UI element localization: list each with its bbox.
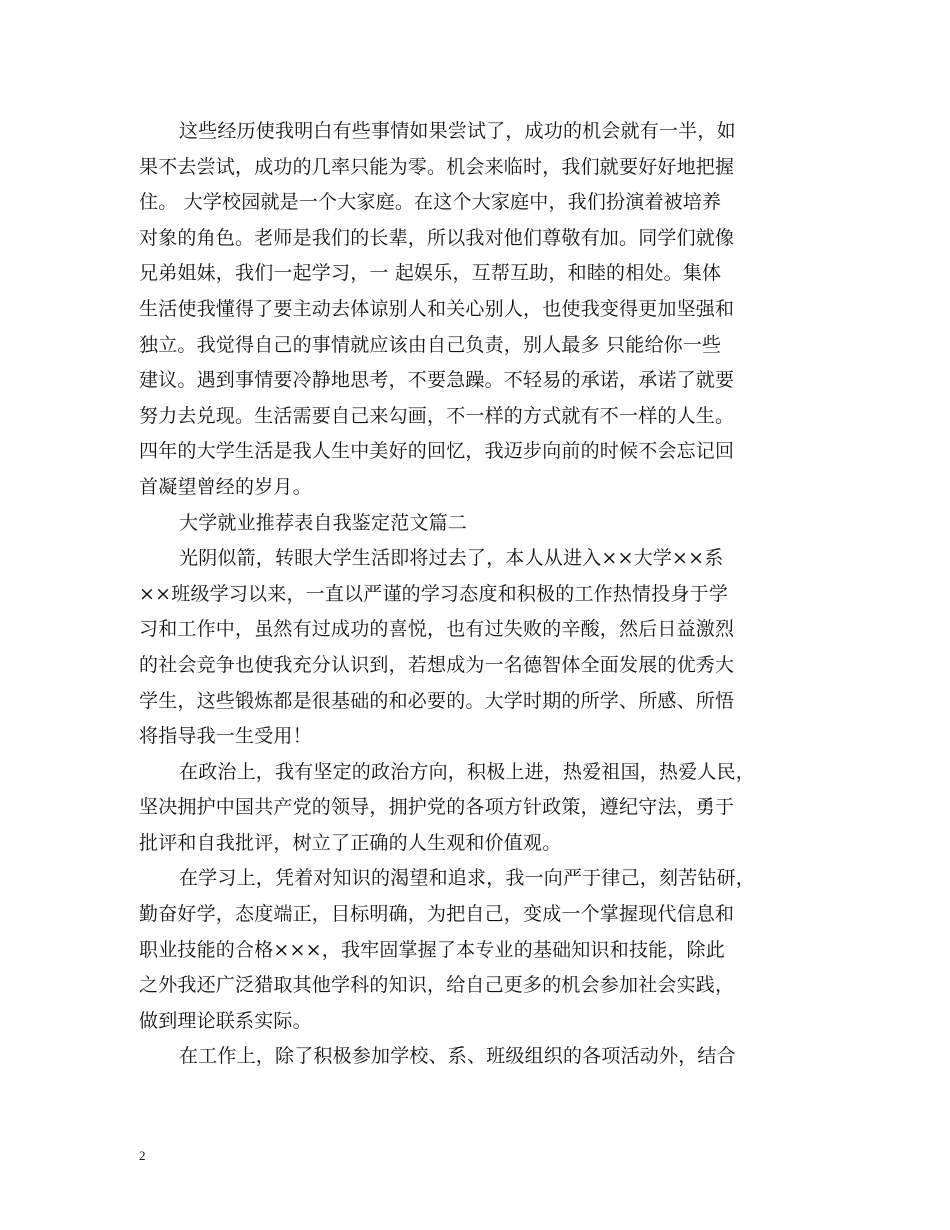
body-text: [139, 114, 814, 1075]
text-line: 在工作上，除了积极参加学校、系、班级组织的各项活动外，结合: [179, 1045, 736, 1068]
text-line: 习和工作中，虽然有过成功的喜悦，也有过失败的辛酸，然后日益激烈: [139, 618, 735, 641]
text-line: 独立。我觉得自己的事情就应该由自己负责，别人最多 只能给你一些: [139, 333, 722, 356]
text-line: 的社会竞争也使我充分认识到，若想成为一名德智体全面发展的优秀大: [139, 653, 735, 676]
text-line: 将指导我一生受用！: [139, 725, 312, 748]
text-line: 坚决拥护中国共产党的领导，拥护党的各项方针政策，遵纪守法，勇于: [139, 796, 735, 819]
page-number: 2: [139, 1148, 146, 1163]
text-line: 做到理论联系实际。: [139, 1009, 312, 1032]
text-line: 这些经历使我明白有些事情如果尝试了，成功的机会就有一半，如: [179, 120, 736, 142]
text-line: 在政治上，我有坚定的政治方向，积极上进，热爱祖国，热爱人民，: [179, 760, 756, 783]
text-line: ××班级学习以来，一直以严谨的学习态度和积极的工作热情投身于学: [139, 582, 729, 605]
text-line: 住。 大学校园就是一个大家庭。在这个大家庭中，我们扮演着被培养: [139, 191, 722, 214]
text-line: 生活使我懂得了要主动去体谅别人和关心别人，也使我变得更加坚强和: [139, 297, 735, 320]
text-line: 建议。遇到事情要冷静地思考，不要急躁。不轻易的承诺，承诺了就要: [139, 369, 735, 392]
text-line: 勤奋好学，态度端正，目标明确，为把自己，变成一个掌握现代信息和: [139, 903, 735, 926]
text-line: 在学习上，凭着对知识的渴望和追求，我一向严于律己，刻苦钻研，: [179, 867, 756, 890]
text-line: 兄弟姐妹，我们一起学习，一 起娱乐，互帮互助，和睦的相处。集体: [139, 262, 722, 285]
text-line: 努力去兑现。生活需要自己来勾画，不一样的方式就有不一样的人生。: [139, 404, 735, 427]
text-line: 批评和自我批评，树立了正确的人生观和价值观。: [139, 831, 562, 854]
text-line: 光阴似箭，转眼大学生活即将过去了，本人从进入××大学××系: [179, 547, 724, 570]
text-line: 首凝望曾经的岁月。: [139, 475, 312, 498]
text-line: 之外我还广泛猎取其他学科的知识，给自己更多的机会参加社会实践，: [139, 974, 735, 997]
text-line: 四年的大学生活是我人生中美好的回忆，我迈步向前的时候不会忘记回: [139, 440, 735, 463]
text-line: 大学就业推荐表自我鉴定范文篇二: [179, 511, 468, 534]
text-line: 职业技能的合格×××，我牢固掌握了本专业的基础知识和技能，除此: [139, 938, 725, 961]
text-line: 对象的角色。老师是我们的长辈，所以我对他们尊敬有加。同学们就像: [139, 226, 735, 249]
text-line: 果不去尝试，成功的几率只能为零。机会来临时，我们就要好好地把握: [139, 155, 735, 178]
text-line: 学生，这些锻炼都是很基础的和必要的。大学时期的所学、所感、所悟: [139, 689, 735, 712]
